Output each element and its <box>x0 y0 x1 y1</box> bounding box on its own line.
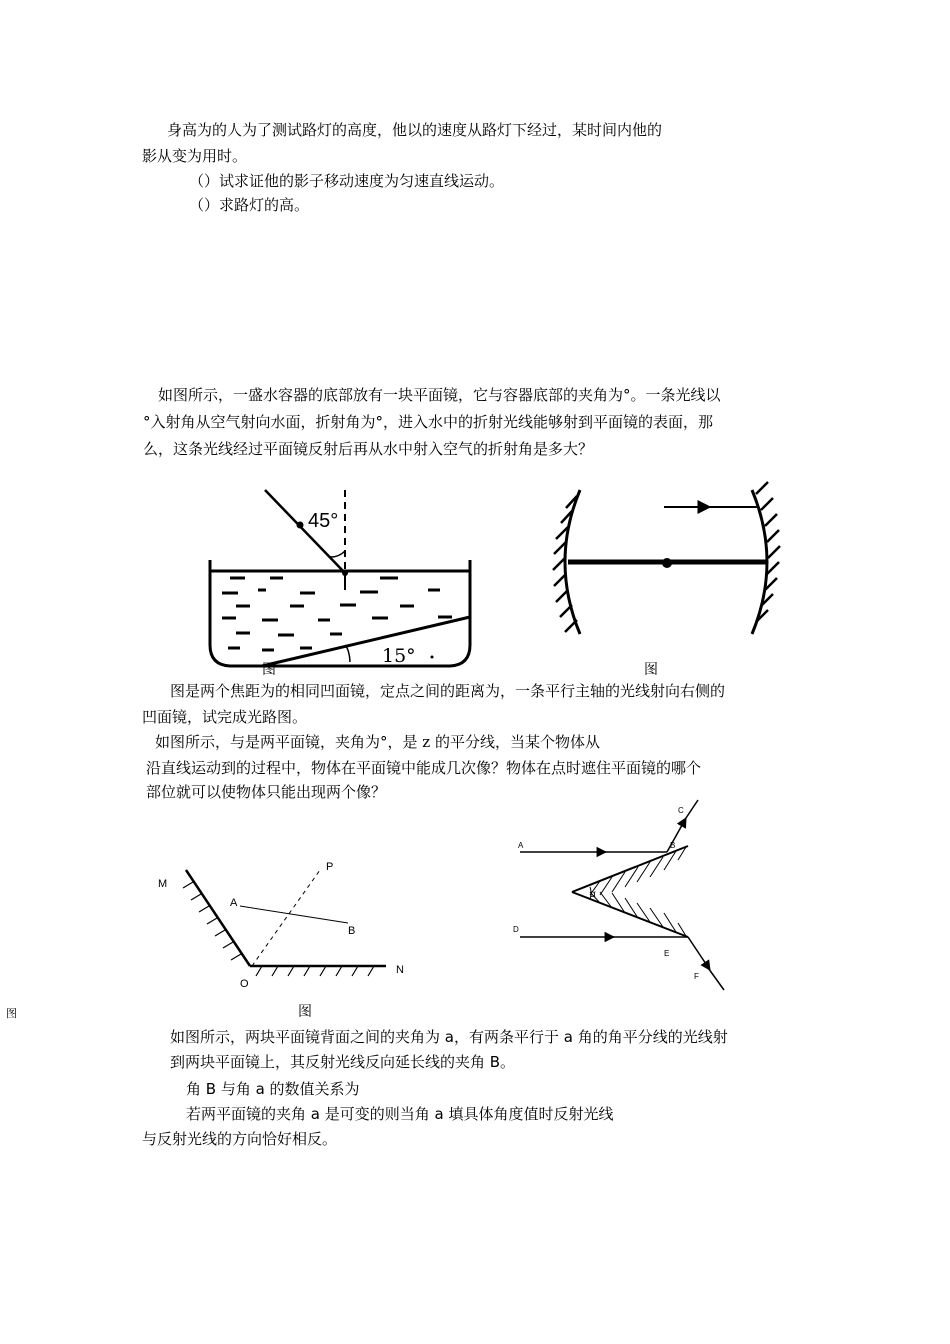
problem4-line3: 部位就可以使物体只能出现两个像？ <box>146 783 387 801</box>
problem2-line3: 么，这条光线经过平面镜反射后再从水中射入空气的折射角是多大？ <box>143 440 594 458</box>
figure-mirrors-rays <box>520 800 724 990</box>
problem1-question1: （）试求证他的影子移动速度为匀速直线运动。 <box>189 172 505 190</box>
figure-b-caption: 图 <box>644 662 658 678</box>
problem5-line4: 若两平面镜的夹角 a 是可变的则当角 a 填具体角度值时反射光线 <box>186 1105 614 1123</box>
figure-c-label-b: B <box>348 925 356 937</box>
figure-c-label-n: N <box>396 964 404 976</box>
figure-d-label-e: E <box>664 949 670 958</box>
figure-plane-mirrors-angle <box>183 870 386 976</box>
figure-a-angle-45: 45° <box>308 510 339 532</box>
figure-d-label-b: B <box>670 841 676 850</box>
figure-a-caption: 图 <box>262 662 276 678</box>
figure-c-label-o: O <box>240 978 249 990</box>
problem5-line1: 如图所示，两块平面镜背面之间的夹角为 a，有两条平行于 a 角的角平分线的光线射 <box>170 1028 728 1046</box>
problem2-line2: °入射角从空气射向水面，折射角为°，进入水中的折射光线能够射到平面镜的表面，那 <box>143 413 714 431</box>
figure-c-label-p: P <box>326 861 334 873</box>
problem1-question2: （）求路灯的高。 <box>189 196 310 214</box>
figure-c-label-a: A <box>230 897 238 909</box>
figure-a-angle-15: 15° <box>382 645 416 667</box>
problem5-line5: 与反射光线的方向恰好相反。 <box>142 1130 338 1148</box>
problem3-line2: 凹面镜，试完成光路图。 <box>142 708 308 726</box>
problem5-line2: 到两块平面镜上，其反射光线反向延长线的夹角 B。 <box>170 1053 516 1071</box>
problem1-line1: 身高为的人为了测试路灯的高度，他以的速度从路灯下经过，某时间内他的 <box>167 121 663 139</box>
figure-d-label-alpha: α <box>590 889 596 900</box>
problem4-line2: 沿直线运动到的过程中，物体在平面镜中能成几次像？物体在点时遮住平面镜的哪个 <box>146 759 702 777</box>
problem2-line1: 如图所示，一盛水容器的底部放有一块平面镜，它与容器底部的夹角为°。一条光线以 <box>158 386 721 404</box>
figure-d-label-d: D <box>513 925 519 934</box>
problem1-line2: 影从变为用时。 <box>142 147 248 165</box>
figure-c-label-m: M <box>158 878 168 890</box>
problem5-line3: 角 B 与角 a 的数值关系为 <box>186 1080 360 1098</box>
figure-d-label-a: A <box>518 841 524 850</box>
figure-concave-mirrors <box>553 482 780 634</box>
figure-d-label-f: F <box>694 972 699 981</box>
figure-water-container <box>210 490 470 666</box>
problem3-line1: 图是两个焦距为的相同凹面镜，定点之间的距离为，一条平行主轴的光线射向右侧的 <box>170 682 726 700</box>
problem4-line1: 如图所示，与是两平面镜，夹角为°，是 z 的平分线，当某个物体从 <box>155 733 600 751</box>
figure-d-label-c: C <box>678 806 684 815</box>
margin-mark: 图 <box>6 1007 17 1020</box>
figure-c-caption: 图 <box>298 1004 312 1020</box>
